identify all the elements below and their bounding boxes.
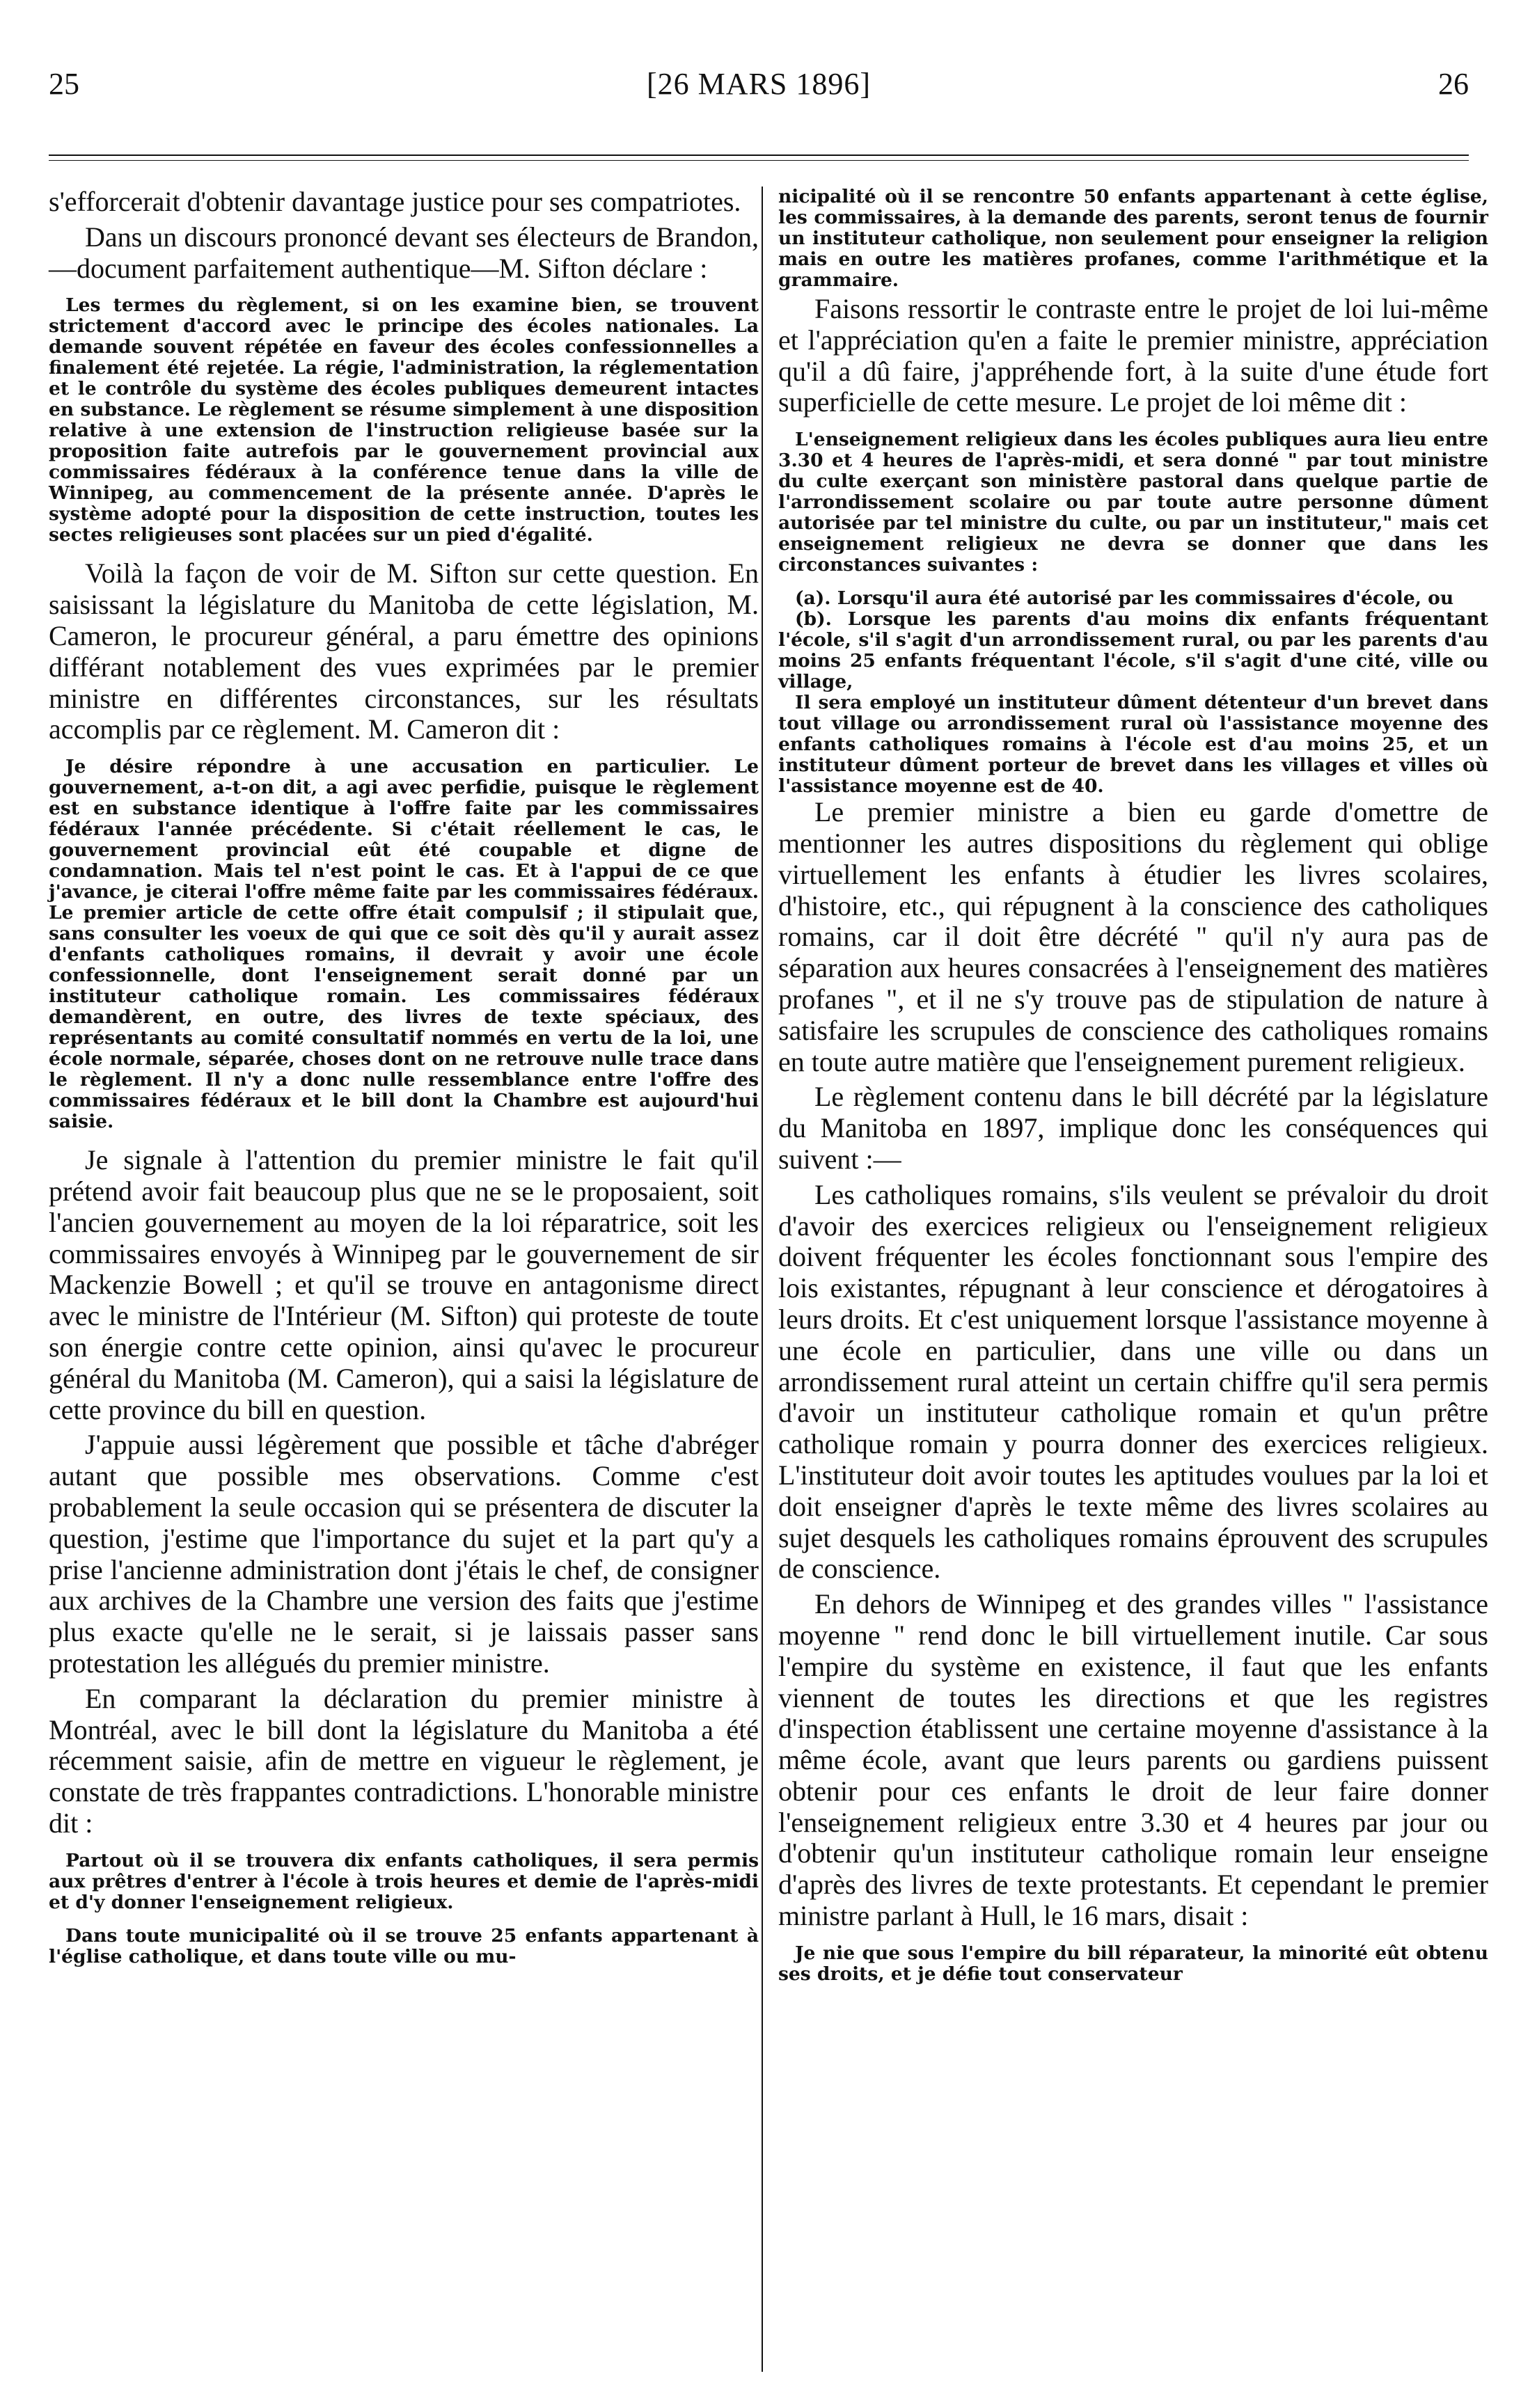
- quotation: Dans toute municipalité où il se trouve 25 enfants appartenant à l'église catholique, et dans toute ville ou mu-: [49, 1924, 759, 1967]
- paragraph: s'efforcerait d'obtenir davantage justice pour ses compatriotes.: [49, 186, 741, 217]
- page-header: [49, 66, 1469, 108]
- quotation: Je nie que sous l'empire du bill réparateur, la minorité eût obtenu ses droits, et je défie tout conservateur: [778, 1942, 1488, 1985]
- quotation: (b). Lorsque les parents d'au moins dix enfants fréquentant l'école, s'il s'agit d'un arrondissement rural, ou par les parents d'au moins 25 enfants fréquentant l'école, s'il s'agit d'une cité, ville ou village,: [778, 608, 1488, 693]
- paragraph: Dans un discours prononcé devant ses électeurs de Brandon,—document parfaitement authentique—M. Sifton déclare :: [49, 221, 759, 284]
- paragraph: Faisons ressortir le contraste entre le projet de loi lui-même et l'appréciation qu'en a faite le premier ministre, appréciation qu'il a dû faire, j'appréhende fort, à la suite d'une étude fort superficielle de cette mesure. Le projet de loi même dit :: [778, 293, 1488, 418]
- quotation: Il sera employé un instituteur dûment détenteur d'un brevet dans tout village ou arrondissement rural où l'assistance moyenne des enfants catholiques romains à l'école est d'au moins 25, et un instituteur dûment porteur de brevet dans les villages et villes où l'assistance moyenne est de 40.: [778, 692, 1488, 798]
- header-rule: [49, 155, 1469, 156]
- paragraph: En comparant la déclaration du premier ministre à Montréal, avec le bill dont la législature du Manitoba a été récemment saisie, afin de mettre en vigueur le règlement, je constate de très frappantes contradictions. L'honorable ministre dit :: [49, 1682, 759, 1839]
- paragraph: Le règlement contenu dans le bill décrété par la législature du Manitoba en 1897, implique donc les conséquences qui suivent :—: [778, 1081, 1488, 1175]
- paragraph: En dehors de Winnipeg et des grandes villes " l'assistance moyenne " rend donc le bill virtuellement inutile. Car sous l'empire du système en existence, il faut que les enfants viennent de toutes les directions et que les registres d'inspection établissent une certaine moyenne d'assistance à la même école, avant que leurs parents ou gardiens puissent obtenir pour ces enfants le droit de leur faire donner l'enseignement religieux entre 3.30 et 4 heures par jour ou d'obtenir qu'un instituteur catholique romain leur enseigne d'après des livres de texte protestants. Et cependant le premier ministre parlant à Hull, le 16 mars, disait :: [778, 1588, 1488, 1932]
- running-title: [26 MARS 1896]: [646, 67, 872, 101]
- quotation: Partout où il se trouvera dix enfants catholiques, il sera permis aux prêtres d'entrer à l'école à trois heures et demie de l'après-midi et d'y donner l'enseignement religieux.: [49, 1849, 759, 1913]
- column-divider: [762, 187, 763, 2372]
- quotation: L'enseignement religieux dans les écoles publiques aura lieu entre 3.30 et 4 heures de l'après-midi, et sera donné " par tout ministre du culte exerçant son ministère pastoral dans quelque partie de l'arrondissement scolaire ou par toute autre personne dûment autorisée par tel ministre du culte, ou par un instituteur," mais cet enseignement religieux ne devra se donner que dans les circonstances suivantes :: [778, 429, 1488, 576]
- quotation: Je désire répondre à une accusation en particulier. Le gouvernement, a-t-on dit, a agi avec perfidie, puisque le règlement est en substance identique à l'offre faite par les commissaires fédéraux l'année précédente. Si c'était réellement le cas, le gouvernement provincial eût été coupable et digne de condamnation. Mais tel n'est point le cas. Et à l'appui de ce que j'avance, je citerai l'offre même faite par les commissaires fédéraux. Le premier article de cette offre était compulsif ; il stipulait que, sans consulter les voeux de qui que ce soit dès qu'il y aurait assez d'enfants catholiques romains, il devrait y avoir une école confessionnelle, dont l'enseignement serait donné par un instituteur catholique romain. Les commissaires fédéraux demandèrent, en outre, des livres de texte spéciaux, des représentants au comité consultatif nommés en vertu de la loi, une école normale, séparée, choses dont on ne retrouve nulle trace dans le règlement. Il n'y a donc nulle ressemblance entre l'offre des commissaires fédéraux et le bill dont la Chambre est aujourd'hui saisie.: [49, 756, 759, 1133]
- quotation: (a). Lorsqu'il aura été autorisé par les commissaires d'école, ou: [795, 587, 1454, 610]
- paragraph: Je signale à l'attention du premier ministre le fait qu'il prétend avoir fait beaucoup plus que ne se le proposaient, soit l'ancien gouvernement au moyen de la loi réparatrice, soit les commissaires envoyés à Winnipeg par le gouvernement de sir Mackenzie Bowell ; et qu'il se trouve en antagonisme direct avec le ministre de l'Intérieur (M. Sifton) qui proteste de toute son énergie contre cette opinion, ainsi qu'avec le procureur général du Manitoba (M. Cameron), qui a saisi la législature de cette province du bill en question.: [49, 1144, 759, 1425]
- paragraph: Voilà la façon de voir de M. Sifton sur cette question. En saisissant la législature du Manitoba de cette législation, M. Cameron, le procureur général, a paru émettre des opinions différant notablement des vues exprimées par le premier ministre en différentes circonstances, sur les résultats accomplis par ce règlement. M. Cameron dit :: [49, 557, 759, 745]
- quotation: nicipalité où il se rencontre 50 enfants appartenant à cette église, les commissaires, à la demande des parents, seront tenus de fournir un instituteur catholique, non seulement pour enseigner la religion mais en outre les matières profanes, comme l'arithmétique et la grammaire.: [778, 186, 1488, 291]
- right-column: [778, 187, 1488, 1997]
- paragraph: Les catholiques romains, s'ils veulent se prévaloir du droit d'avoir des exercices religieux ou l'enseignement religieux doivent fréquenter les écoles fonctionnant sous l'empire des lois existantes, répugnant à leur conscience et dérogatoires à leurs droits. Et c'est uniquement lorsque l'assistance moyenne à une école en particulier, dans une ville ou dans un arrondissement rural atteint un certain chiffre qu'il sera permis d'avoir un instituteur catholique romain et qu'un prêtre catholique romain y pourra donner des exercices religieux. L'instituteur doit avoir toutes les aptitudes voulues par la loi et doit enseigner d'après le texte même des livres scolaires au sujet desquels les catholiques romains éprouvent des scrupules de conscience.: [778, 1178, 1488, 1585]
- paragraph: J'appuie aussi légèrement que possible et tâche d'abréger autant que possible mes observations. Comme c'est probablement la seule occasion qui se présentera de discuter la question, j'estime que l'importance du sujet et la part qu'y a prise l'ancienne administration dont j'étais le chef, de consigner aux archives de la Chambre une version des faits que j'estime plus exacte qu'elle ne le serait, si je laissais passer sans protestation les allégués du premier ministre.: [49, 1429, 759, 1679]
- page-number-left: 25: [49, 67, 79, 101]
- quotation: Les termes du règlement, si on les examine bien, se trouvent strictement d'accord avec le principe des écoles nationales. La demande souvent répétée en faveur des écoles confessionnelles a finalement été rejetée. La régie, l'administration, la réglementation et le contrôle du système des écoles publiques demeurent intactes en substance. Le règlement se résume simplement à une disposition relative à une extension de l'instruction religieuse basée sur la proposition faite autrefois par le gouvernement provincial aux commissaires fédéraux à la conférence tenue dans la ville de Winnipeg, au commencement de la présente année. D'après le système adopté pour la disposition de cette instruction, toutes les sectes religieuses sont placées sur un pied d'égalité.: [49, 294, 759, 546]
- left-column: [49, 187, 759, 1970]
- page-number-right: 26: [1438, 67, 1469, 101]
- header-rule-thin: [49, 160, 1469, 161]
- paragraph: Le premier ministre a bien eu garde d'omettre de mentionner les autres dispositions du règlement qui oblige virtuellement les enfants à étudier les livres scolaires, d'histoire, etc., qui répugnent à la conscience des catholiques romains, car il doit être décrété " qu'il n'y aura pas de séparation aux heures consacrées à l'enseignement des matières profanes ", et il ne s'y trouve pas de stipulation de nature à satisfaire les scrupules de conscience des catholiques romains en toute autre matière que l'enseignement purement religieux.: [778, 796, 1488, 1077]
